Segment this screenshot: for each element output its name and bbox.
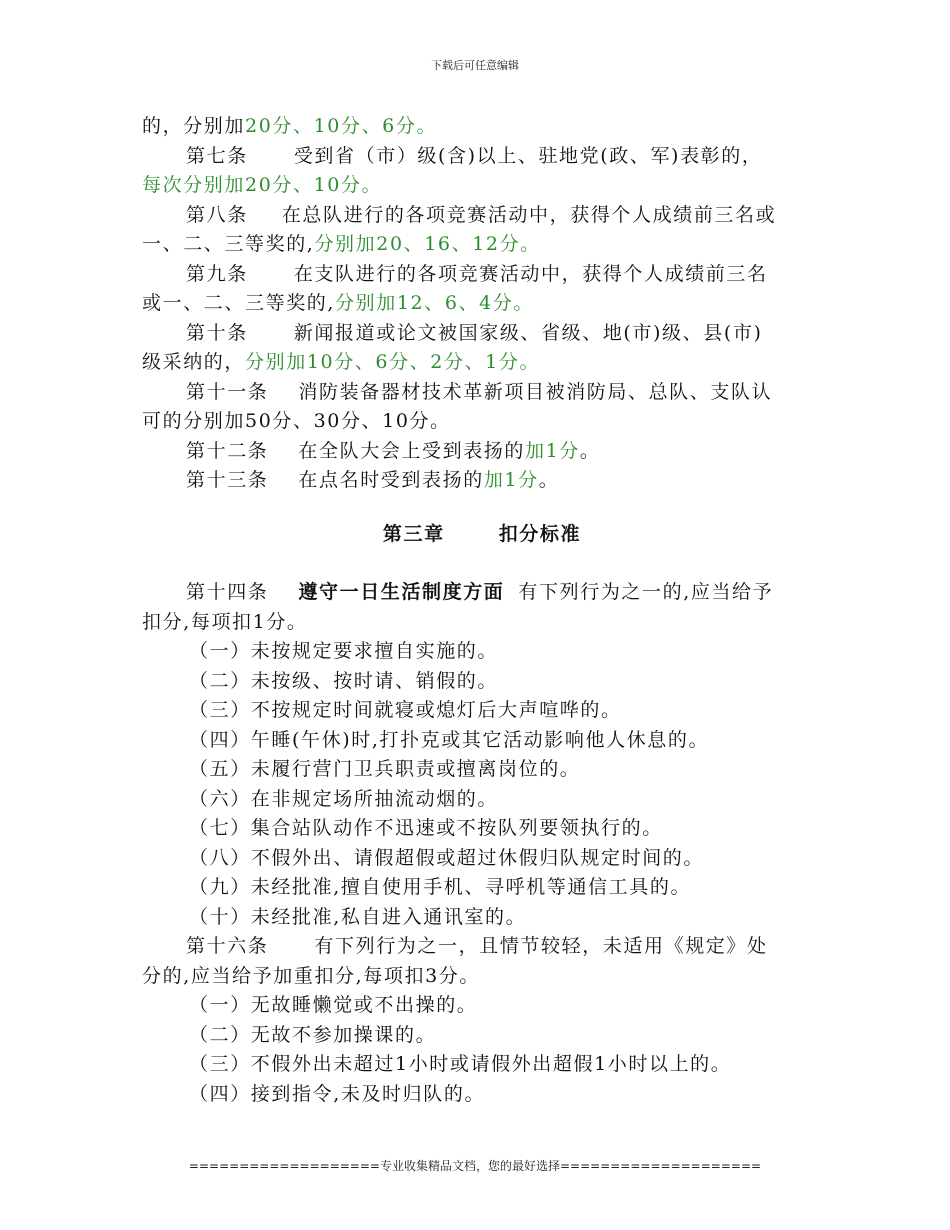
article-11-cont bbox=[142, 407, 822, 437]
list-item: （九）未经批准,擅自使用手机、寻呼机等通信工具的。 bbox=[189, 876, 692, 898]
article-8 bbox=[142, 201, 822, 231]
article-text: 可的分别加50分、30分、10分。 bbox=[142, 410, 451, 432]
article-8-cont bbox=[142, 230, 822, 260]
list-item: （七）集合站队动作不迅速或不按队列要领执行的。 bbox=[189, 817, 663, 839]
score-highlight: 加1分 bbox=[483, 469, 539, 491]
article-14 bbox=[142, 578, 822, 608]
article-text: 有下列行为之一的,应当给予 bbox=[518, 581, 774, 603]
article-10 bbox=[142, 319, 822, 349]
score-highlight: 分别加20、16、12分。 bbox=[314, 233, 541, 255]
chapter-title: 扣分标准 bbox=[498, 522, 582, 545]
article-text: 在总队进行的各项竞赛活动中，获得个人成绩前三名或 bbox=[281, 203, 777, 226]
document-body bbox=[142, 112, 822, 1109]
article-bold-heading: 遵守一日生活制度方面 bbox=[298, 581, 505, 603]
article-label: 第十四条 bbox=[186, 581, 269, 603]
list-item: （五）未履行营门卫兵职责或擅离岗位的。 bbox=[189, 758, 581, 780]
list-item: （六）在非规定场所抽流动烟的。 bbox=[189, 787, 499, 810]
article-12 bbox=[142, 437, 822, 467]
article-9-cont bbox=[142, 289, 822, 319]
article-13 bbox=[142, 466, 822, 496]
list-item: （四）午睡(午休)时,打扑克或其它活动影响他人休息的。 bbox=[189, 728, 710, 751]
page-header: 下载后可任意编辑 bbox=[431, 59, 519, 72]
list-item: （十）未经批准,私自进入通讯室的。 bbox=[189, 905, 527, 928]
score-highlight: 分别加12、6、4分。 bbox=[335, 292, 535, 314]
article-text: 受到省（市）级(含)以上、驻地党(政、军)表彰的， bbox=[293, 144, 763, 167]
list-item: （四）接到指令,未及时归队的。 bbox=[189, 1082, 486, 1105]
article-7-cont bbox=[142, 171, 822, 201]
paragraph-line bbox=[142, 112, 822, 142]
list-item: （一）未按规定要求擅自实施的。 bbox=[189, 640, 499, 662]
article-text: 在支队进行的各项竞赛活动中，获得个人成绩前三名 bbox=[293, 262, 768, 285]
score-highlight: 加1分 bbox=[525, 439, 580, 462]
list-item: （二）未按级、按时请、销假的。 bbox=[189, 669, 499, 692]
article-7 bbox=[142, 142, 822, 172]
article-text: 或一、二、三等奖的, bbox=[142, 292, 336, 314]
article-14-cont bbox=[142, 608, 822, 638]
article-text: 消防装备器材技术革新项目被消防局、总队、支队认 bbox=[298, 380, 773, 403]
article-9 bbox=[142, 260, 822, 290]
list-item: （三）不假外出未超过1小时或请假外出超假1小时以上的。 bbox=[189, 1053, 732, 1075]
article-16 bbox=[142, 932, 822, 962]
article-label: 第十三条 bbox=[186, 469, 269, 491]
article-label: 第十条 bbox=[186, 321, 248, 344]
article-10-cont bbox=[142, 348, 822, 378]
chapter-number: 第三章 bbox=[382, 522, 445, 545]
list-item: （一）无故睡懒觉或不出操的。 bbox=[189, 994, 478, 1016]
article-text: 一、二、三等奖的, bbox=[142, 233, 315, 255]
article-text: 新闻报道或论文被国家级、省级、地(市)级、县(市) bbox=[293, 321, 763, 344]
article-label: 第七条 bbox=[186, 144, 248, 167]
article-text: 分的,应当给予加重扣分,每项扣3分。 bbox=[142, 964, 480, 987]
list-item: （三）不按规定时间就寝或熄灯后大声喧哗的。 bbox=[189, 699, 622, 721]
article-11 bbox=[142, 378, 822, 408]
list-item: （八）不假外出、请假超假或超过休假归队规定时间的。 bbox=[189, 846, 705, 869]
score-highlight: 分别加10分、6分、2分、1分。 bbox=[245, 351, 541, 373]
article-label: 第九条 bbox=[186, 262, 248, 285]
article-16-cont bbox=[142, 962, 822, 992]
list-item: （二）无故不参加操课的。 bbox=[189, 1023, 437, 1046]
article-label: 第十六条 bbox=[186, 935, 269, 957]
article-label: 第八条 bbox=[186, 203, 248, 226]
article-text: 有下列行为之一，且情节较轻，未适用《规定》处 bbox=[314, 935, 768, 957]
article-label: 第十一条 bbox=[186, 380, 269, 403]
chapter-heading bbox=[142, 520, 822, 550]
article-text: 在点名时受到表扬的 bbox=[298, 469, 484, 491]
article-end: 。 bbox=[538, 469, 560, 491]
score-highlight: 20分、10分、6分。 bbox=[245, 115, 438, 137]
article-end: 。 bbox=[579, 439, 601, 462]
article-text: 在全队大会上受到表扬的 bbox=[298, 439, 526, 462]
article-text: 级采纳的， bbox=[142, 351, 246, 373]
article-label: 第十二条 bbox=[186, 439, 269, 462]
page-footer: ===================专业收集精品文档，您的最好选择==================== bbox=[188, 1159, 762, 1173]
paragraph-text: 的，分别加 bbox=[142, 115, 246, 137]
score-highlight: 每次分别加20分、10分。 bbox=[142, 174, 383, 196]
article-text: 扣分,每项扣1分。 bbox=[142, 610, 308, 633]
